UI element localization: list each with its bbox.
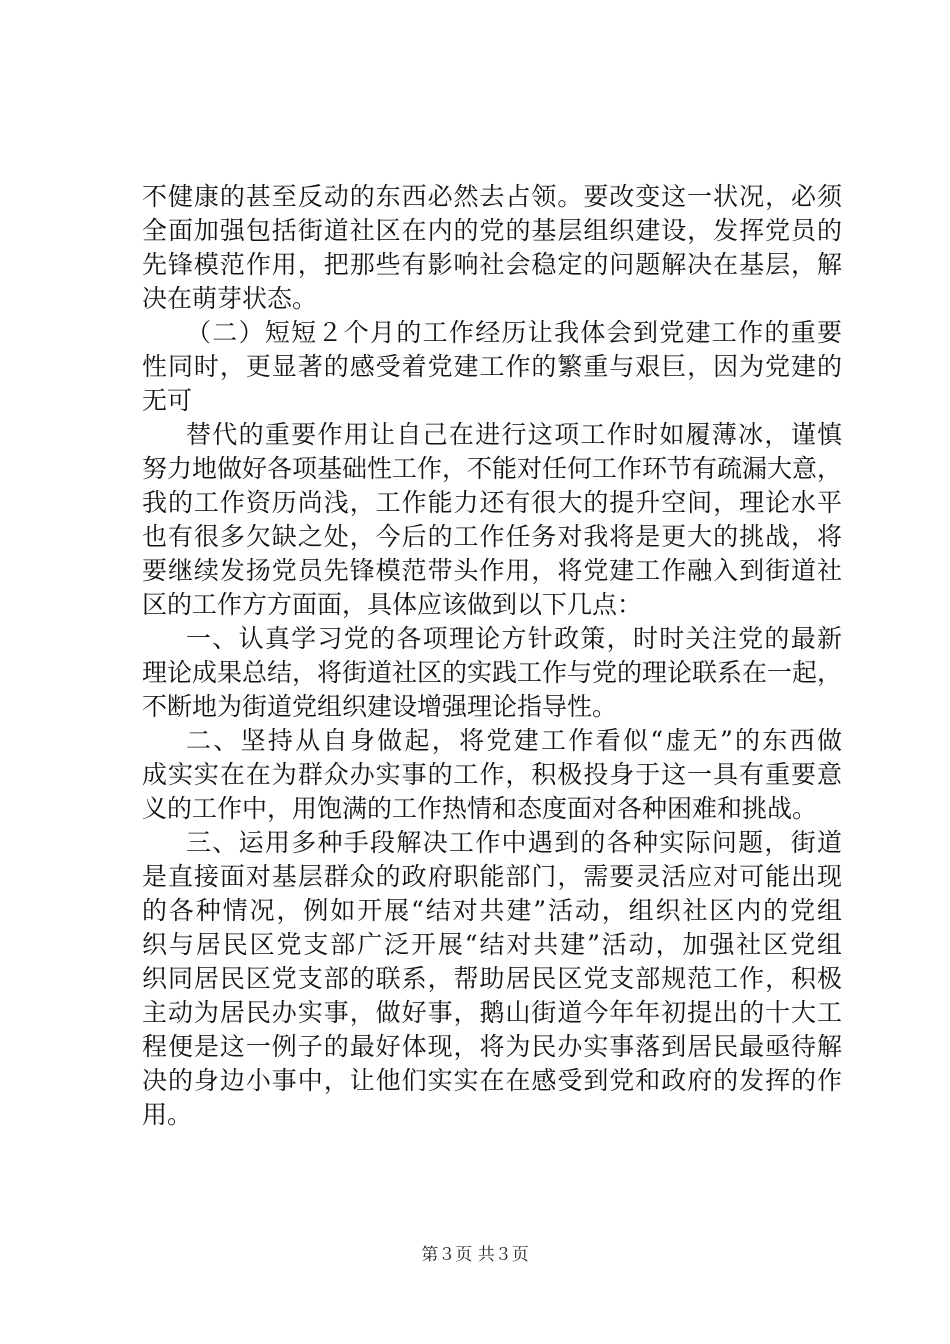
text-line: 无可	[142, 386, 193, 415]
text-line: 理论成果总结，将街道社区的实践工作与党的理论联系在一起，	[142, 658, 843, 687]
text-line: 成实实在在为群众办实事的工作，积极投身于这一具有重要意	[142, 760, 842, 789]
text-line: 努力地做好各项基础性工作，不能对任何工作环节有疏漏大意，	[142, 454, 843, 483]
text-line: 主动为居民办实事，做好事，鹅山街道今年年初提出的十大工	[142, 998, 842, 1027]
text-line: 用。	[142, 1100, 193, 1129]
text-line: 也有很多欠缺之处，今后的工作任务对我将是更大的挑战，将	[142, 522, 842, 551]
text-line: 决在萌芽状态。	[142, 284, 318, 313]
page-footer: 第３页 共３页	[421, 1245, 529, 1265]
text-line: 全面加强包括街道社区在内的党的基层组织建设，发挥党员的	[142, 216, 842, 245]
text-line: 决的身边小事中，让他们实实在在感受到党和政府的发挥的作	[142, 1066, 842, 1095]
text-line: 义的工作中，用饱满的工作热情和态度面对各种困难和挑战。	[142, 794, 818, 823]
text-line: 我的工作资历尚浅，工作能力还有很大的提升空间，理论水平	[142, 488, 842, 517]
text-line: 要继续发扬党员先锋模范带头作用，将党建工作融入到街道社	[142, 556, 842, 585]
paragraph-start-line: 一、认真学习党的各项理论方针政策，时时关注党的最新	[186, 624, 842, 653]
paragraph-start-line: 二、坚持从自身做起，将党建工作看似“虚无”的东西做	[186, 726, 842, 755]
text-line: 性同时，更显著的感受着党建工作的繁重与艰巨，因为党建的	[142, 352, 842, 381]
text-line: 织同居民区党支部的联系，帮助居民区党支部规范工作，积极	[142, 964, 842, 993]
text-line: 区的工作方方面面，具体应该做到以下几点：	[142, 590, 643, 619]
text-line: 的各种情况，例如开展“结对共建”活动，组织社区内的党组	[142, 896, 842, 925]
text-line: 织与居民区党支部广泛开展“结对共建”活动，加强社区党组	[142, 930, 842, 959]
paragraph-start-line: （二）短短２个月的工作经历让我体会到党建工作的重要	[186, 318, 842, 347]
text-line: 不健康的甚至反动的东西必然去占领。要改变这一状况，必须	[142, 182, 842, 211]
text-line: 是直接面对基层群众的政府职能部门，需要灵活应对可能出现	[142, 862, 842, 891]
paragraph-start-line: 替代的重要作用让自己在进行这项工作时如履薄冰，谨慎	[186, 420, 842, 449]
text-line: 先锋模范作用，把那些有影响社会稳定的问题解决在基层，解	[142, 250, 842, 279]
paragraph-start-line: 三、运用多种手段解决工作中遇到的各种实际问题，街道	[186, 828, 842, 857]
text-line: 不断地为街道党组织建设增强理论指导性。	[142, 692, 618, 721]
text-line: 程便是这一例子的最好体现，将为民办实事落到居民最亟待解	[142, 1032, 842, 1061]
